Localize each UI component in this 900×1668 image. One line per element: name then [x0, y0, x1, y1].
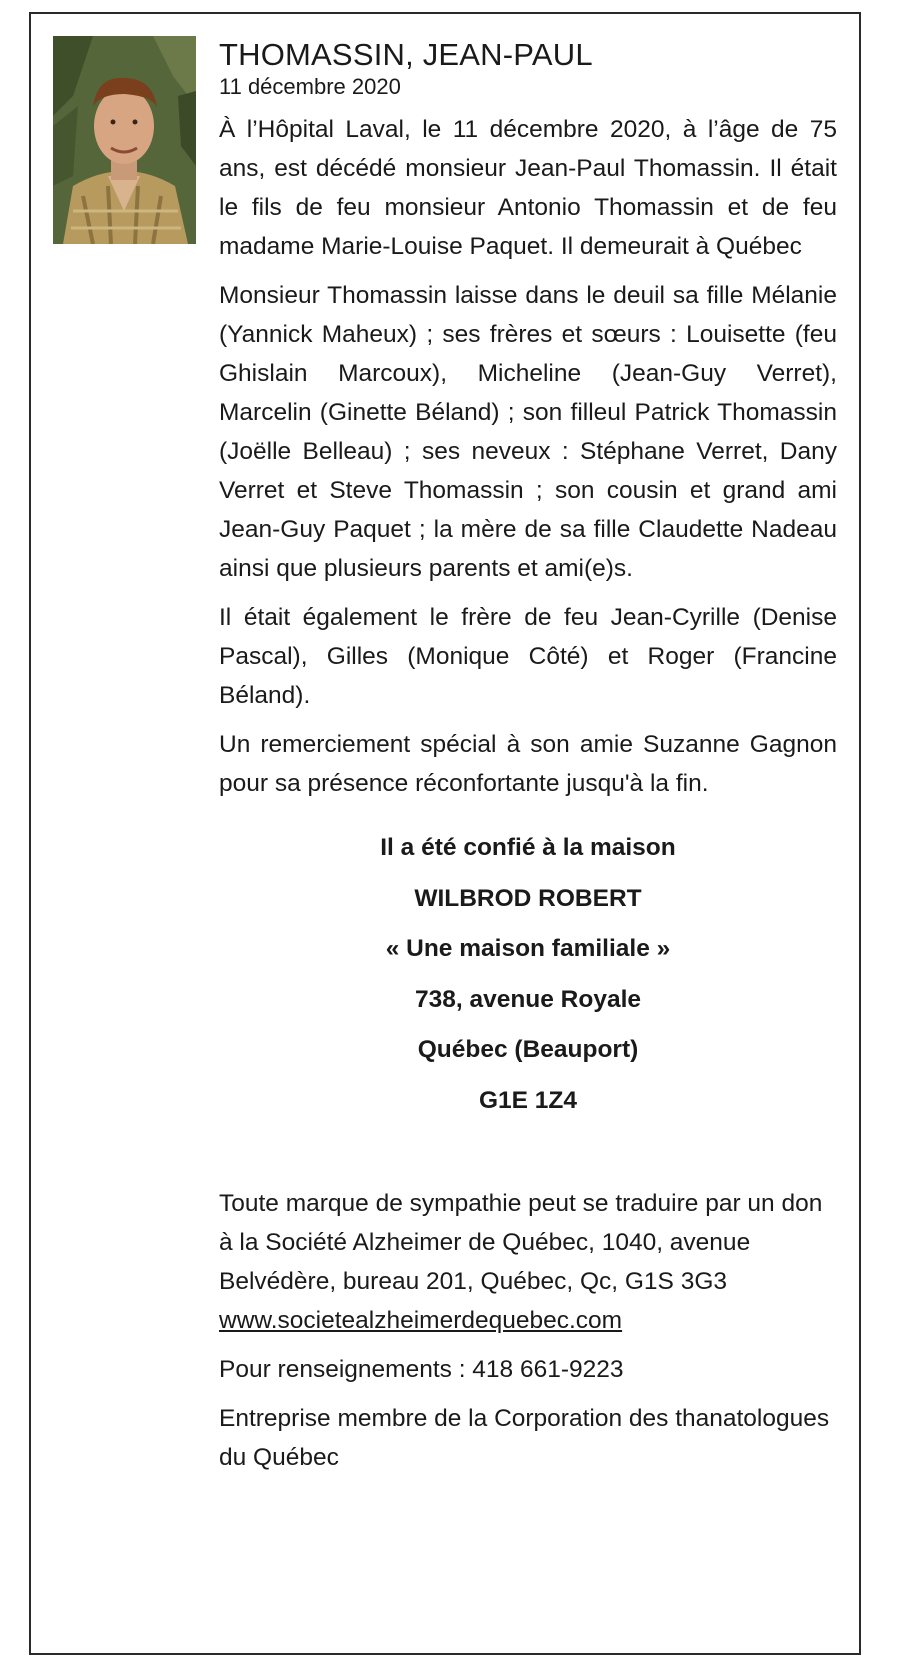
paragraph-death: À l’Hôpital Laval, le 11 décembre 2020, à l’âge de 75 ans, est décédé monsieur Jean-Paul Thomassin. Il était le fils de feu monsieur Antonio Thomassin et de feu madame Marie-Louise Paquet. Il demeurait à Québec [219, 116, 837, 260]
funeral-home-street: 738, avenue Royale [414, 985, 642, 1013]
paragraph-siblings: Il était également le frère de feu Jean-Cyrille (Denise Pascal), Gilles (Monique Côté) et Roger (Francine Béland). [219, 604, 837, 709]
sympathy-paragraph [219, 1184, 837, 1340]
paragraph-family: Monsieur Thomassin laisse dans le deuil sa fille Mélanie (Yannick Maheux) ; ses frères et sœurs : Louisette (feu Ghislain Marcoux), Micheline (Jean-Guy Verret), Marcelin (Ginette Béland) ; son filleul Patrick Thomassin (Joëlle Belleau) ; ses neveux : Stéphane Verret, Dany Verret et Steve Thomassin ; son cousin et grand ami Jean-Guy Paquet ; la mère de sa fille Claudette Nadeau ainsi que plusieurs parents et ami(e)s. [219, 282, 837, 582]
portrait-photo [53, 36, 196, 244]
deceased-name: THOMASSIN, JEAN-PAUL [219, 37, 593, 72]
donation-link[interactable]: www.societealzheimerdequebec.com [219, 1307, 623, 1334]
obituary-content [219, 36, 837, 1487]
paragraph-thanks: Un remerciement spécial à son amie Suzanne Gagnon pour sa présence réconfortante jusqu'à la fin. [219, 731, 837, 797]
sympathy-text: Toute marque de sympathie peut se traduire par un don à la Société Alzheimer de Québec, 1040, avenue Belvédère, bureau 201, Québec, Qc, G1S 3G3 [219, 1190, 823, 1295]
funeral-intro: Il a été confié à la maison [380, 834, 676, 861]
funeral-home-city: Québec (Beauport) [417, 1036, 639, 1063]
notice-date: 11 décembre 2020 [219, 74, 401, 99]
membership-line: Entreprise membre de la Corporation des thanatologues du Québec [219, 1405, 830, 1471]
funeral-home-postal: G1E 1Z4 [478, 1086, 578, 1114]
funeral-home-slogan: « Une maison familiale » [385, 935, 671, 962]
funeral-home-name: WILBROD ROBERT [414, 884, 642, 912]
info-line: Pour renseignements : 418 661-9223 [219, 1356, 624, 1383]
spacer [219, 1126, 837, 1184]
funeral-home-block [219, 823, 837, 1126]
